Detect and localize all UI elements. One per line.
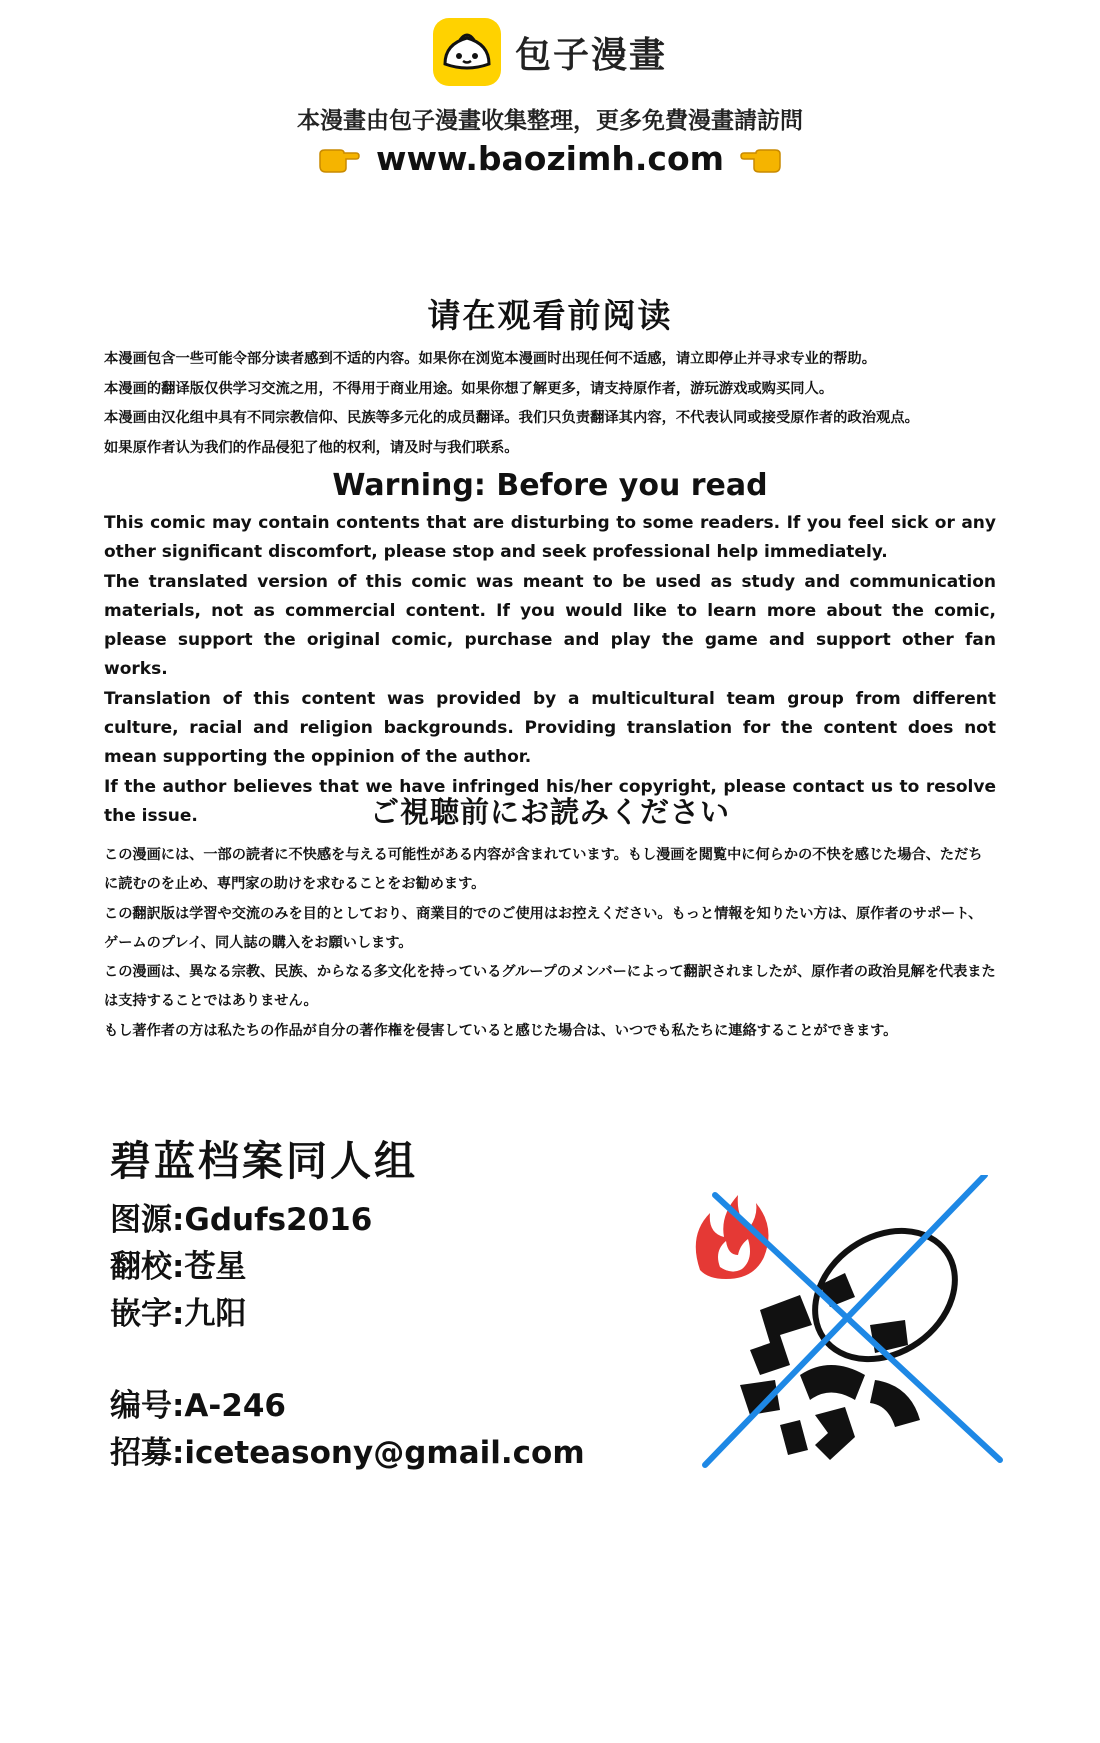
notice-jp	[104, 790, 996, 1046]
url-row	[0, 139, 1100, 178]
tagline: 本漫畫由包子漫畫收集整理，更多免費漫畫請訪問	[297, 108, 803, 134]
credit-typeset: 嵌字:九阳	[110, 1296, 247, 1332]
notice-zh-paragraph: 本漫画的翻译版仅供学习交流之用，不得用于商业用途。如果你想了解更多，请支持原作者，游玩游戏或购买同人。	[104, 380, 834, 397]
notice-jp-paragraph: この翻訳版は学習や交流のみを目的としており、商業目的でのご使用はお控えください。もっと情報を知りたい方は、原作者のサポート、ゲームのプレイ、同人誌の購入をお願いします。	[104, 905, 983, 951]
credit-source: 图源:Gdufs2016	[110, 1202, 373, 1238]
pointing-right-hand-icon	[316, 144, 360, 174]
crossed-blades-icon	[705, 1175, 1000, 1465]
credit-recruit-email[interactable]: 招募:iceteasony@gmail.com	[110, 1435, 585, 1471]
notice-jp-title: ご視聴前にお読みください	[369, 795, 730, 829]
notice-en-paragraph: The translated version of this comic was meant to be used as study and communication materials, not as commercial content. If you would like to learn more about the comic, please support the original comic, purchase and play the game and support other fan works.	[104, 571, 996, 680]
notice-zh-paragraph: 本漫画包含一些可能令部分读者感到不适的内容。如果你在浏览本漫画时出现任何不适感，请立即停止并寻求专业的帮助。	[104, 351, 877, 367]
notice-en-title: Warning: Before you read	[332, 468, 768, 503]
notice-en-paragraph: This comic may contain contents that are disturbing to some readers. If you feel sick or any other significant discomfort, please stop and seek professional help immediately.	[104, 513, 996, 563]
notice-zh	[104, 290, 996, 463]
notice-jp-paragraph: この漫画には、一部の読者に不快感を与える可能性がある内容が含まれています。もし漫画を閲覧中に何らかの不快を感じた場合、ただちに読むのを止め、専門家の助けを求むることをお勧めます。	[104, 847, 983, 893]
notice-zh-paragraph: 如果原作者认为我们的作品侵犯了他的权利，请及时与我们联系。	[104, 439, 519, 456]
notice-en-body	[104, 509, 996, 831]
baozi-logo-icon	[433, 18, 501, 86]
notice-zh-title: 请在观看前阅读	[427, 296, 673, 335]
notice-jp-paragraph: もし著作者の方は私たちの作品が自分の著作権を侵害していると感じた場合は、いつでも私たちに連絡することができます。	[104, 1022, 898, 1039]
site-url-link[interactable]: www.baozimh.com	[376, 139, 724, 178]
credits	[110, 1128, 585, 1477]
credit-proofread: 翻校:苍星	[110, 1249, 247, 1285]
notice-en	[104, 468, 996, 831]
group-name: 碧蓝档案同人组	[110, 1137, 418, 1185]
notice-en-paragraph: Translation of this content was provided by a multicultural team group from different culture, racial and religion backgrounds. Providing translation for the content does not mean supporting the oppinion of the author.	[104, 688, 996, 768]
notice-jp-paragraph: この漫画は、異なる宗教、民族、からなる多文化を持っているグループのメンバーによって翻訳されましたが、原作者の政治見解を代表または支持することではありません。	[104, 964, 996, 1010]
credit-number: 编号:A-246	[110, 1388, 286, 1424]
notice-jp-body	[104, 841, 996, 1046]
group-emblem-icon	[680, 1175, 1010, 1475]
brand-name: 包子漫畫	[514, 34, 667, 76]
notice-zh-paragraph: 本漫画由汉化组中具有不同宗教信仰、民族等多元化的成员翻译。我们只负责翻译其内容，不代表认同或接受原作者的政治观点。	[104, 410, 919, 426]
notice-zh-body	[104, 345, 996, 463]
brand[interactable]	[433, 18, 667, 86]
notice-en-paragraph: If the author believes that we have infringed his/her copyright, please contact us to resolve the issue.	[104, 776, 996, 826]
site-header	[0, 18, 1100, 178]
pointing-left-hand-icon	[740, 144, 784, 174]
